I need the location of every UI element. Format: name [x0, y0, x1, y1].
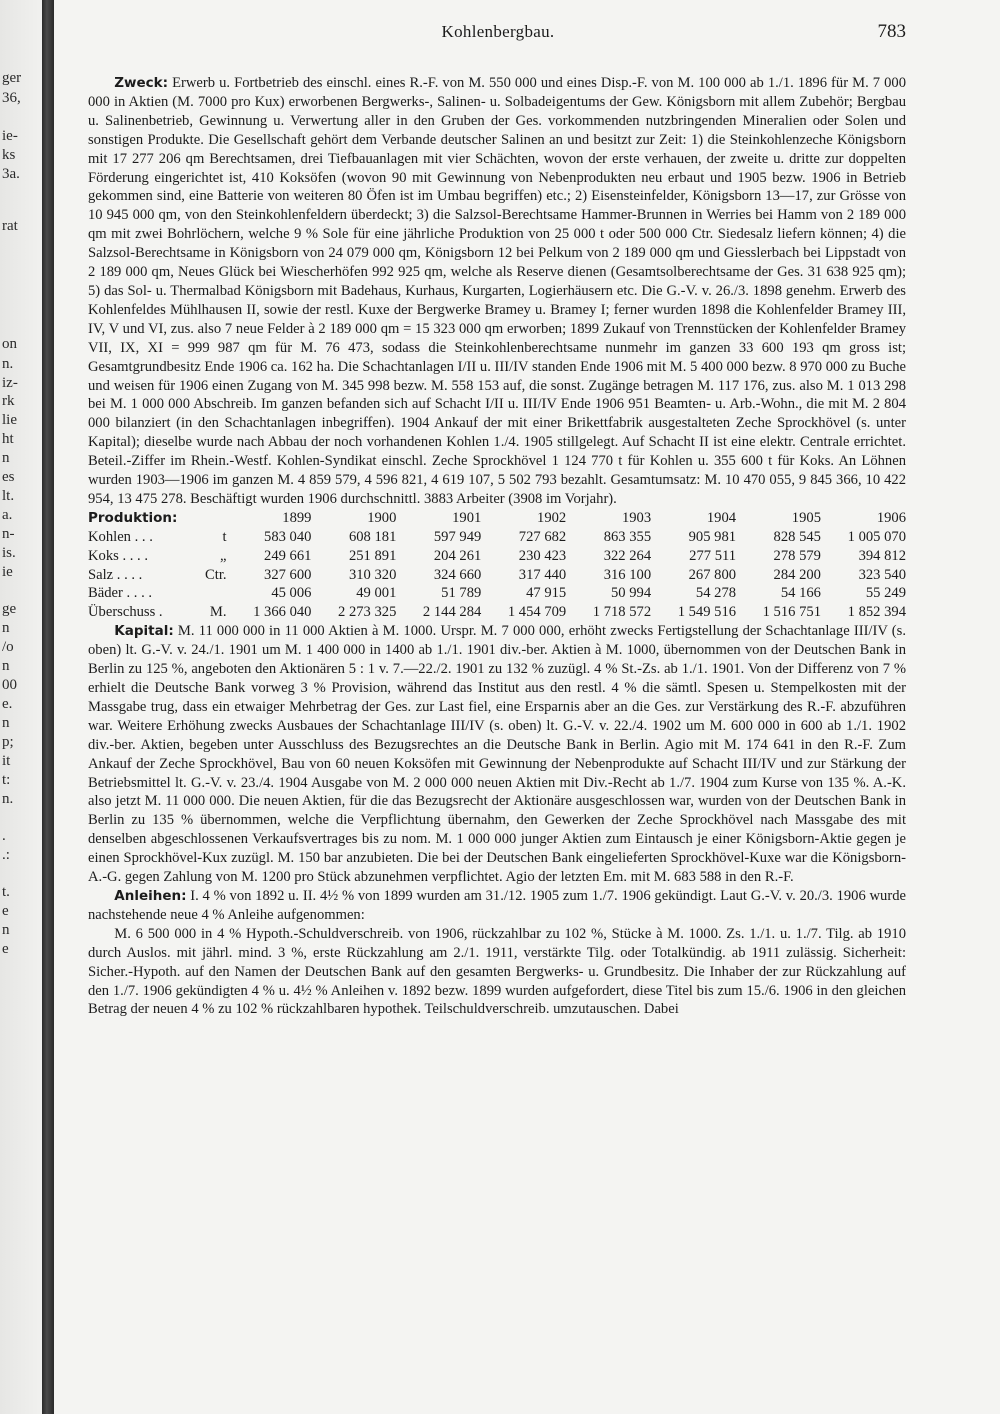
margin-fragment: n [2, 450, 10, 466]
cell-value: 394 812 [858, 547, 906, 564]
table-row [88, 603, 906, 622]
cell-value: 2 273 325 [338, 604, 397, 621]
kapital-paragraph [88, 622, 906, 887]
cell-value: 863 355 [603, 528, 652, 545]
cell-value: 583 040 [264, 528, 312, 545]
margin-fragment: . [2, 828, 6, 844]
table-row [88, 566, 906, 585]
year-header: 1905 [791, 509, 821, 526]
cell-value: 204 261 [433, 547, 482, 564]
kapital-text: M. 11 000 000 in 11 000 Aktien à M. 1000. Urspr. M. 7 000 000, erhöht zwecks Fertigstellung der Schachtanlage III/IV (s. oben) lt. G.-V. v. 24./1. 1901 um M. 1 400 000 in 1400 ab 1./1. 1901 div.-ber. Aktien à M. 1000, übernommen von der Deutschen Bank in Berlin zu 125 %, angeboten den Aktionären 5 : 1 v. 7.—22./2. 1901 zu 132 % zuzügl. 4 % St.-Zs. ab 1./1. 1901. Von der Differenz von 7 % erhielt die Deutsche Bank vorweg 3 % Provision, während das Institut aus den restl. 4 % die sämtl. Spesen u. Stempelkosten mit der Massgabe trug, dass ein etwaiger Mehrbetrag der Ges. zur Last fiel, eine Ersparnis aber an die Ges. zur Verstärkung des R.-F. abzuführen war. Weitere Erhöhung zwecks Ausbaues der Schachtanlage III/IV (s. oben) lt. G.-V. v. 22./4. 1902 um M. 600 000 in 600 ab 1./1. 1902 div.-ber. Aktien, begeben unter Ausschluss des Bezugsrechtes an die Deutsche Bank in Berlin. Agio mit M. 174 641 in den R.-F. Zum Ankauf der Zeche Sprockhövel, Bau von 60 neuen Koksöfen mit Gewinnung der Nebenprodukte auf Schacht III/IV und zur Stärkung der Betriebsmittel lt. G.-V. v. 23./4. 1904 Ausgabe von M. 2 000 000 neuen Aktien mit Div.-Recht ab 1./7. 1904 zum Kurse von 135 %. A.-K. also jetzt M. 11 000 000. Die neuen Aktien, für die das Bezugsrecht der Aktionäre ausgeschlossen war, wurden von der Deutschen Bank in Berlin zu 135 % übernommen, welche die Verpflichtung übernahm, den Gewerken der Zeche Sprockhövel nach Massgabe des mit denselben abgeschlossenen Verkaufsvertrages bis zu nom. M. 1 000 000 junger Aktien zum Eintausch je einer Königsborn-Aktie gegen je einen Sprockhövel-Kux zuzügl. M. 150 bar anzubieten. Die bei der Deutschen Bank eingelieferten Sprockhövel-Kuxe war die Königsborn-A.-G. gegen Zahlung von M. 1200 pro Stück abzunehmen verpflichtet. Agio der letzten Em. mit M. 683 588 in den R.-F. [88, 623, 906, 886]
margin-fragment: e. [2, 696, 13, 712]
cell-value: 284 200 [773, 566, 821, 583]
cell-value: 828 545 [773, 528, 821, 545]
row-unit: t [222, 528, 227, 545]
produktion-label: Produktion: [88, 509, 178, 526]
cell-value: 727 682 [518, 528, 567, 545]
cell-value: 230 423 [518, 547, 567, 564]
margin-fragment: n- [2, 526, 15, 542]
zweck-paragraph [88, 74, 906, 509]
cell-value: 49 001 [356, 585, 397, 602]
year-header: 1902 [537, 509, 567, 526]
table-row [88, 584, 906, 603]
year-header: 1900 [367, 509, 397, 526]
cell-value: 1 005 070 [847, 528, 906, 545]
cell-value: 251 891 [348, 547, 397, 564]
cell-value: 278 579 [773, 547, 821, 564]
table-row [88, 547, 906, 566]
margin-fragment: n [2, 922, 10, 938]
kapital-label: Kapital: [114, 623, 174, 640]
margin-fragment: on [2, 336, 17, 352]
cell-value: 310 320 [348, 566, 397, 583]
margin-fragment: lt. [2, 488, 15, 504]
year-header: 1904 [706, 509, 737, 526]
cell-value: 323 540 [858, 566, 906, 583]
cell-value: 54 166 [780, 585, 821, 602]
page-number: 783 [877, 21, 906, 42]
year-header: 1903 [621, 509, 652, 526]
cell-value: 45 006 [271, 585, 312, 602]
margin-fragment: n [2, 620, 10, 636]
row-name: Salz . . . . [88, 566, 143, 583]
margin-fragment: 00 [2, 677, 17, 693]
anleihen-paragraph [88, 887, 906, 925]
margin-fragment: lie [2, 412, 17, 428]
previous-page-margin-fragments [0, 0, 40, 1414]
margin-fragment: it [2, 753, 11, 769]
cell-value: 597 949 [433, 528, 482, 545]
margin-fragment: is. [2, 545, 16, 561]
margin-fragment: ge [2, 601, 17, 617]
row-unit: „ [220, 547, 227, 564]
cell-value: 905 981 [688, 528, 737, 545]
cell-value: 1 718 572 [592, 604, 652, 621]
cell-value: 324 660 [433, 566, 482, 583]
margin-fragment: n. [2, 791, 14, 807]
margin-fragment: e [2, 941, 9, 957]
margin-fragment: 36, [2, 90, 21, 106]
cell-value: 608 181 [348, 528, 397, 545]
cell-value: 55 249 [865, 585, 906, 602]
margin-fragment: ie- [2, 128, 18, 144]
margin-fragment: ger [2, 70, 22, 86]
cell-value: 249 661 [264, 547, 312, 564]
anleihen-label: Anleihen: [114, 887, 187, 904]
margin-fragment: /o [2, 639, 14, 655]
row-name: Koks . . . . [88, 547, 148, 564]
zweck-label: Zweck: [114, 75, 169, 91]
cell-value: 1 852 394 [847, 604, 906, 621]
margin-fragment: n [2, 658, 10, 674]
margin-fragment: .: [2, 847, 10, 863]
margin-fragment: n [2, 715, 10, 731]
margin-fragment: e [2, 903, 9, 919]
cell-value: 1 454 709 [507, 604, 567, 621]
table-row [88, 528, 906, 547]
cell-value: 50 994 [611, 585, 652, 602]
margin-fragment: iz- [2, 375, 18, 391]
cell-value: 327 600 [264, 566, 312, 583]
margin-fragment: 3a. [2, 166, 20, 182]
cell-value: 322 264 [603, 547, 652, 564]
running-header [90, 22, 906, 48]
margin-fragment: a. [2, 507, 13, 523]
cell-value: 47 915 [526, 585, 567, 602]
margin-fragment: ks [2, 147, 16, 163]
cell-value: 1 516 751 [762, 604, 821, 621]
margin-fragment: t: [2, 772, 11, 788]
anleihen-detail-paragraph: M. 6 500 000 in 4 % Hypoth.-Schuldverschreib. von 1906, rückzahlbar zu 102 %, Stücke à M. 1000. Zs. 1./1. u. 1./7. Tilg. ab 1910 durch Auslos. mit jährl. mind. 3 %, erste Rückzahlung am 2./1. 1911, verstärkte Tilg. oder Totalkündig. ab 1911 zulässig. Sicherheit: Sicher.-Hypoth. auf den Namen der Deutschen Bank auf den gesamten Bergwerks- u. Grundbesitz. Die Inhaber der zur Rückzahlung auf den 1./7. 1906 gekündigten 4 % u. 4½ % Anleihen v. 1892 bezw. 1899 wurden aufgefordert, diese Titel bis zum 15./6. 1906 in den gleichen Betrag der neuen 4 % zu 102 % rückzahlbaren hypothek. Teilschuldverschreib. umzutauschen. Dabei [88, 925, 906, 1018]
binding-fold-line [42, 0, 54, 1414]
cell-value: 2 144 284 [422, 604, 482, 621]
row-name: Kohlen . . . [88, 528, 153, 545]
page-title: Kohlenbergbau. [441, 22, 555, 41]
row-unit: M. [209, 604, 227, 621]
row-unit [197, 584, 227, 603]
produktion-header-row [88, 509, 906, 528]
produktion-table [88, 509, 906, 622]
margin-fragment: ht [2, 431, 14, 447]
margin-fragment: p; [2, 734, 14, 750]
year-header: 1901 [452, 509, 482, 526]
zweck-text: Erwerb u. Fortbetrieb des einschl. eines R.-F. von M. 550 000 und eines Disp.-F. von M. 100 000 ab 1./1. 1896 für M. 7 000 000 in Aktien (M. 7000 pro Kux) erworbenen Bergwerks-, Salinen- u. Solbadeigentums der Gew. Königsborn mit allem Zubehör; Bergbau u. Salinenbetrieb, Gewinnung u. Verwertung aller in den Gruben der Ges. vorkommenden nutzbringenden Mineralien oder Solen und sonstigen Produkte. Die Gesellschaft gehört dem Verbande deutscher Salinen an und besitzt zur Zeit: 1) die Steinkohlenzeche Königsborn mit 17 277 206 qm Berechtsamen, drei Tiefbauanlagen mit vier Schächten, wovon der erste verhauen, der zweite u. dritte zur doppelten Förderung eingerichtet ist, 410 Koksöfen (wovon 90 mit Gewinnung von Nebenprodukten neu erbaut und 1905 bezw. 1906 in Betrieb gekommen sind, eine Batterie von weiteren 80 Öfen ist im Umbau begriffen) etc.; 2) Eisensteinfelder, Königsborn 13—17, zur Grösse von 10 945 000 qm, von den Steinkohlenfeldern überdeckt; 3) die Salzsol-Berechtsame Hammer-Brunnen in Werries bei Hamm von 2 189 000 qm mit zwei Bohrlöchern, welche 9 % Sole für eine jährliche Produktion von 25 000 t oder 500 000 Ctr. Siedesalz liefern können; 4) die Salzsol-Berechtsame in Königsborn von 24 079 000 qm, Königsborn 12 bei Pelkum von 2 189 000 qm und Giesslerbach bei Lippstadt von 2 189 000 qm, Neues Glück bei Wiescherhöfen 992 925 qm, welche als Reserve dienen (Gesamtsolberechtsame der Ges. 31 638 925 qm); 5) das Sol- u. Thermalbad Königsborn mit Badehaus, Kurhaus, Kurgarten, Logierhäusern etc. Die G.-V. v. 26./3. 1898 genehm. Erwerb des Kohlenfeldes Mühlhausen II, sowie der restl. Kuxe der Bergwerke Bramey u. Bramey I; ferner wurden 1898 die Kohlenfelder Bramey III, IV, V und VI, zus. also 7 neue Felder à 2 189 000 qm = 15 323 000 qm erworben; 1899 Zukauf von Trennstücken der Kohlenfelder Bramey VII, IX, XI = 999 987 qm für M. 76 473, sodass die Steinkohlenberechtsame nunmehr im ganzen 33 600 193 qm gross ist; Gesamtgrundbesitz Ende 1906 ca. 162 ha. Die Schachtanlagen I/II u. III/IV standen Ende 1906 mit M. 5 400 000 bezw. 8 970 000 zu Buche und weisen für 1906 einen Zugang von M. 345 998 bezw. M. 558 153 auf, die sonst. Zugänge betragen M. 117 176, zus. also M. 1 013 298 bei M. 1 000 000 Abschreib. Im ganzen befanden sich auf Schacht I/II u. III/IV Ende 1906 951 Beamten- u. Arb.-Wohn., die mit M. 2 804 000 bilanziert (in den Schachtanlagen inbegriffen). 1904 Ankauf der mit einer Brikettfabrik ausgestalteten Zeche Sprockhövel (s. unter Kapital); dieselbe wurde nach Abbau der noch vorhandenen Kohlen 1./4. 1905 stillgelegt. Auf Schacht II ist eine elektr. Centrale errichtet. Beteil.-Ziffer im Rhein.-Westf. Kohlen-Syndikat einschl. Zeche Sprockhövel 1 124 770 t für Kohlen u. 355 600 t für Koks. An Löhnen wurden 1903—1906 im ganzen M. 4 859 579, 4 596 821, 4 619 107, 5 502 793 bezahlt. Gesamtumsatz: M. 10 470 055, 9 845 366, 10 422 954, 13 475 278. Beschäftigt wurden 1906 durchschnittl. 3883 Arbeiter (3908 im Vorjahr). [88, 75, 906, 507]
year-header: 1899 [282, 509, 312, 526]
cell-value: 317 440 [518, 566, 567, 583]
cell-value: 1 549 516 [677, 604, 737, 621]
cell-value: 316 100 [603, 566, 652, 583]
cell-value: 1 366 040 [253, 604, 312, 621]
margin-fragment: t. [2, 884, 10, 900]
cell-value: 267 800 [688, 566, 737, 583]
cell-value: 277 511 [689, 547, 737, 564]
cell-value: 54 278 [695, 585, 737, 602]
margin-fragment: ie [2, 564, 13, 580]
row-name: Überschuss . [88, 604, 163, 621]
main-text-column [88, 74, 906, 1019]
margin-fragment: es [2, 469, 15, 485]
row-unit: Ctr. [205, 566, 227, 583]
margin-fragment: rat [2, 218, 18, 234]
row-name: Bäder . . . . [88, 585, 153, 602]
margin-fragment: n. [2, 356, 14, 372]
year-header: 1906 [876, 509, 906, 526]
anleihen-text: I. 4 % von 1892 u. II. 4½ % von 1899 wurden am 31./12. 1905 zum 1./7. 1906 gekündigt. Laut G.-V. v. 20./3. 1906 wurde nachstehende neue 4 % Anleihe aufgenommen: [88, 887, 906, 923]
margin-fragment: rk [2, 393, 15, 409]
cell-value: 51 789 [441, 585, 482, 602]
